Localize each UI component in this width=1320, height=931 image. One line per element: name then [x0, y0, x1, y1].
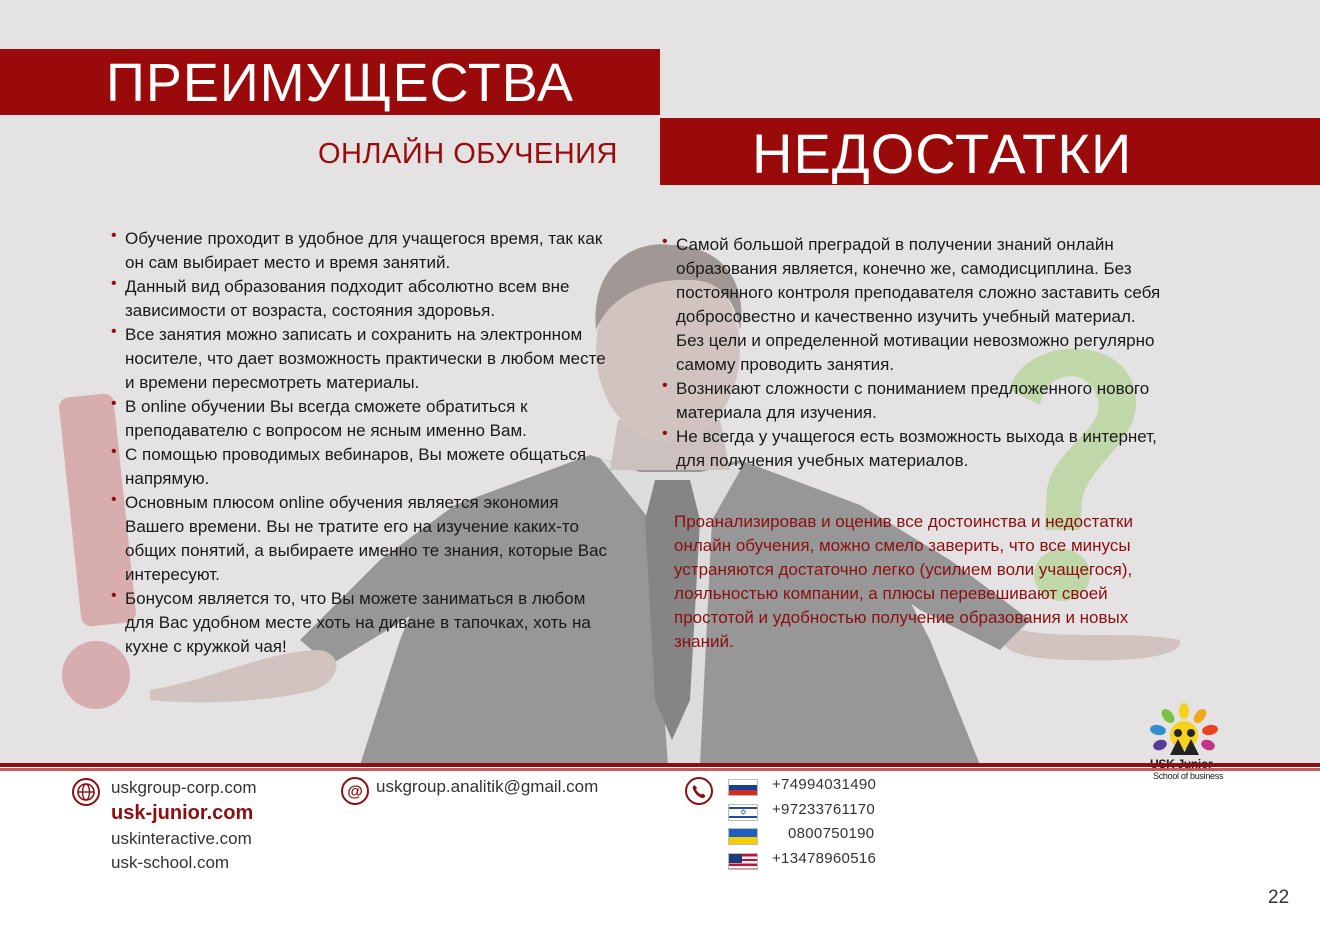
phone-row — [728, 850, 908, 875]
phone-number[interactable]: +74994031490 — [772, 776, 877, 793]
email-link[interactable]: uskgroup.analitik@gmail.com — [376, 777, 599, 796]
phone-number[interactable]: 0800750190 — [788, 825, 875, 842]
subtitle: ОНЛАЙН ОБУЧЕНИЯ — [318, 138, 618, 170]
at-sign-icon — [341, 777, 369, 805]
footer-divider-light — [0, 768, 1320, 771]
site-link-uskinteractive[interactable]: uskinteractive.com — [111, 829, 252, 848]
site-link-uskgroup-corp[interactable]: uskgroup-corp.com — [111, 778, 257, 797]
bullet-icon: • — [662, 425, 668, 442]
phone-number[interactable]: +97233761170 — [772, 800, 876, 818]
list-item: • Данный вид образования подходит абсолютно всем вне зависимости от возраста, состояния здоровья. — [111, 275, 570, 320]
phone-row — [728, 776, 908, 801]
phone-row — [728, 825, 908, 850]
bullet-icon: • — [111, 443, 117, 460]
site-link-usk-school[interactable]: usk-school.com — [111, 853, 230, 872]
bullet-icon: • — [111, 227, 117, 244]
list-item: • Самой большой преградой в получении знаний онлайн образования является, конечно же, самодисциплина. Без постоянного контроля преподавателя сложно заставить себя добросовестно и качественно изучить учебный материал. Без цели и определенной мотивации невозможно регулярно самому проводить занятия. — [662, 233, 1161, 374]
page-number: 22 — [1268, 887, 1290, 908]
ukraine-flag-icon — [728, 828, 758, 845]
conclusion-text: Проанализировав и оценив все достоинства и недостатки онлайн обучения, можно смело заверить, что все минусы устраняются достаточно легко (усилием воли учащегося), лояльностью компании, а плюсы перевешивают своей простотой и удобностью получение образования и новых знаний. — [674, 512, 1133, 651]
bullet-icon: • — [111, 587, 117, 604]
list-item: • В online обучении Вы всегда сможете обратиться к преподавателю с вопросом не ясным именно Вам. — [111, 395, 528, 440]
list-item: • Все занятия можно записать и сохранить на электронном носителе, что дает возможность практически в любом месте и времени пересмотреть материалы. — [111, 323, 606, 392]
phone-number[interactable]: +13478960516 — [772, 849, 877, 867]
bullet-icon: • — [111, 491, 117, 508]
bullet-icon: • — [111, 395, 117, 412]
russia-flag-icon — [728, 779, 758, 796]
list-item: • Возникают сложности с пониманием предложенного нового материала для изучения. — [662, 377, 1150, 422]
list-item: • Бонусом является то, что Вы можете заниматься в любом для Вас удобном месте хоть на диване в тапочках, хоть на кухне с кружкой чая! — [111, 587, 591, 656]
bullet-icon: • — [662, 233, 668, 250]
phone-icon — [685, 777, 713, 805]
globe-icon — [72, 778, 100, 806]
list-item: • Основным плюсом online обучения является экономия Вашего времени. Вы не тратите его на изучение каких-то общих понятий, а выбираете именно те знания, которые Вас интересуют. — [111, 491, 608, 584]
israel-flag-icon: ✡ — [728, 804, 758, 821]
bullet-icon: • — [662, 377, 668, 394]
site-link-usk-junior[interactable]: usk-junior.com — [111, 802, 254, 824]
disadvantages-title: НЕДОСТАТКИ — [752, 122, 1133, 185]
bullet-icon: • — [111, 323, 117, 340]
advantages-title: ПРЕИМУЩЕСТВА — [106, 53, 575, 113]
usa-flag-icon — [728, 853, 758, 870]
list-item: • Не всегда у учащегося есть возможность выхода в интернет, для получения учебных материалов. — [662, 425, 1157, 470]
footer-divider — [0, 763, 1320, 767]
disadvantages-list — [662, 233, 1166, 473]
phone-list — [728, 776, 908, 874]
advantages-list — [111, 227, 615, 659]
bullet-icon: • — [111, 275, 117, 292]
svg-text:@: @ — [347, 783, 363, 801]
logo-tagline: School of business — [1153, 771, 1224, 781]
list-item: • Обучение проходит в удобное для учащегося время, так как он сам выбирает место и время занятий. — [111, 227, 603, 272]
phone-row — [728, 801, 908, 826]
list-item: • С помощью проводимых вебинаров, Вы можете общаться напрямую. — [111, 443, 587, 488]
